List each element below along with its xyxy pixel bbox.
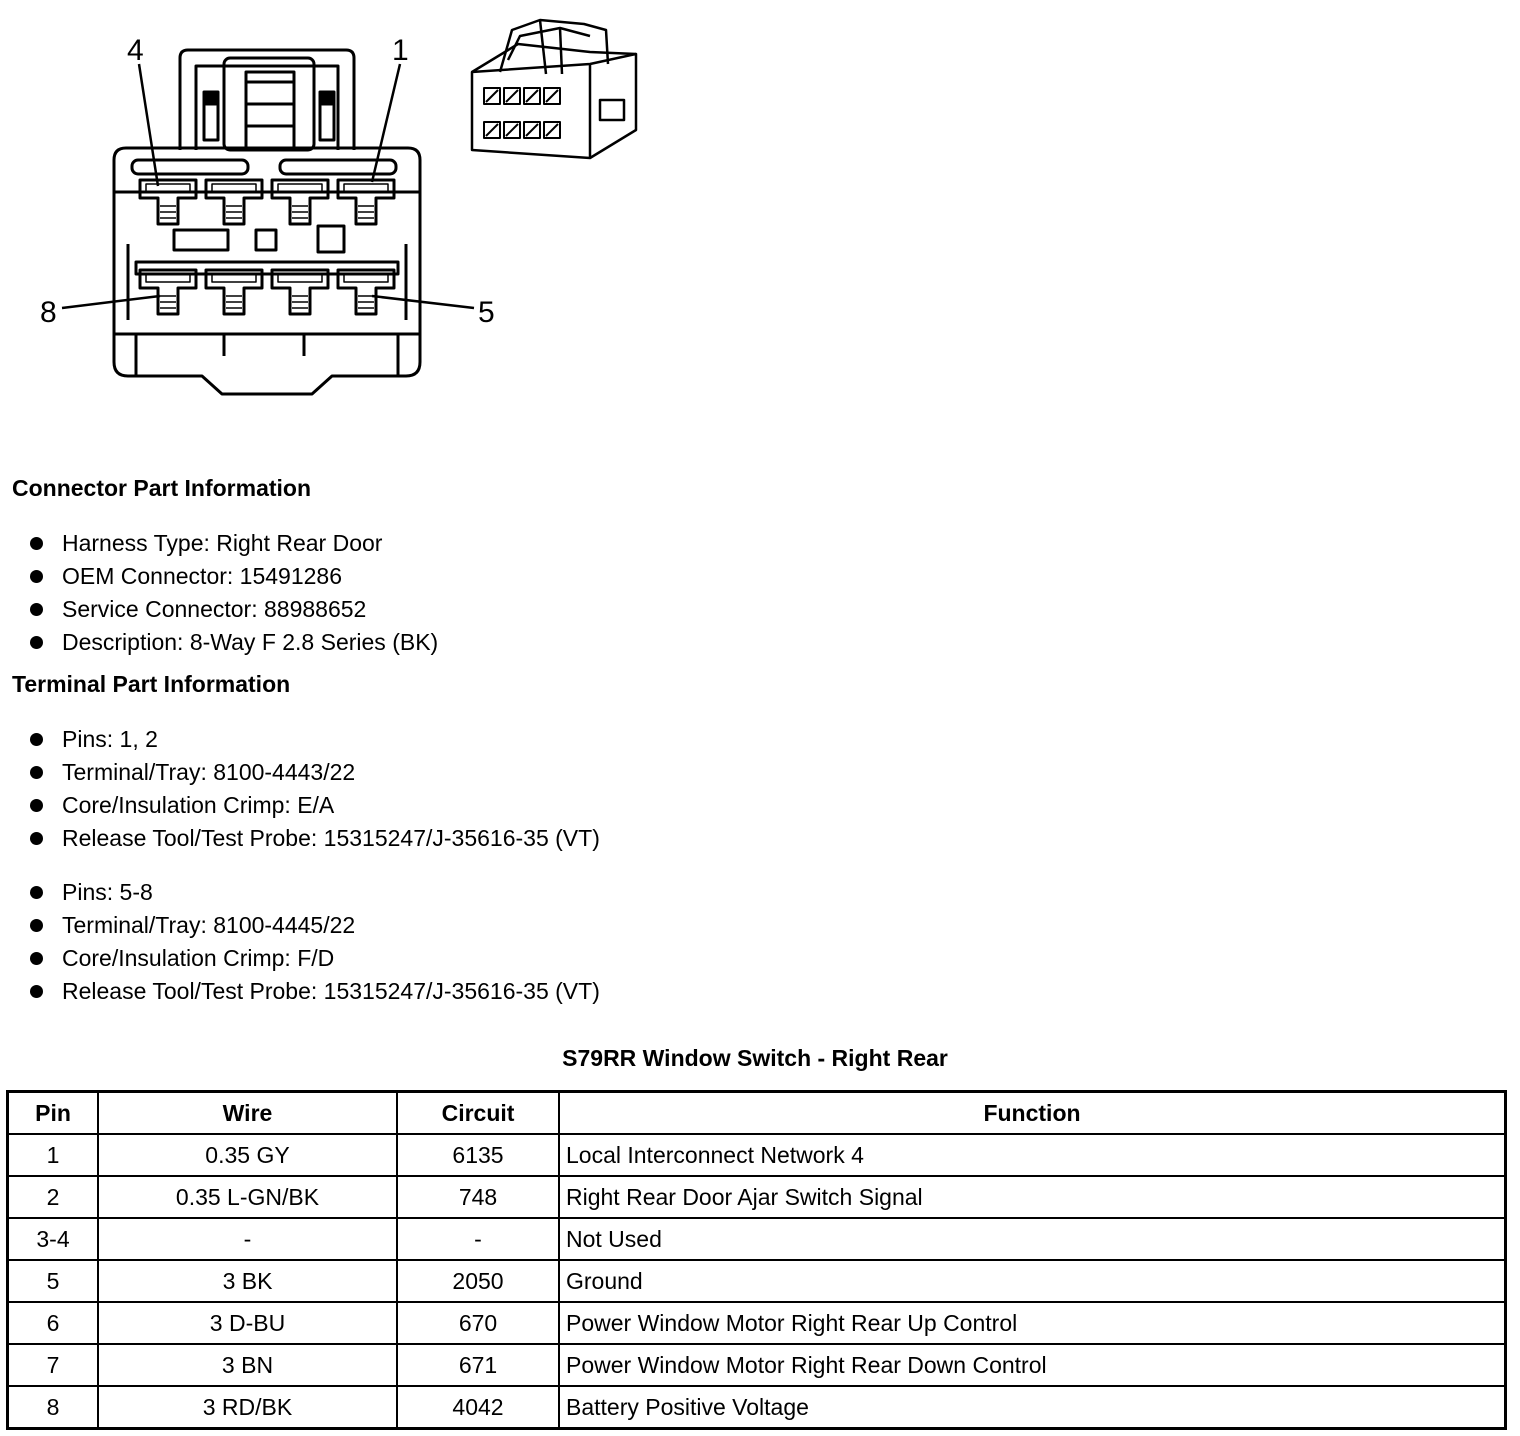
cell-wire: 3 BK <box>98 1260 397 1302</box>
list-item: Release Tool/Test Probe: 15315247/J-35616-35 (VT) <box>28 975 600 1008</box>
cell-circuit: - <box>397 1218 559 1260</box>
cell-pin: 7 <box>8 1344 99 1386</box>
cell-function: Power Window Motor Right Rear Up Control <box>559 1302 1506 1344</box>
cell-function: Battery Positive Voltage <box>559 1386 1506 1429</box>
cell-pin: 1 <box>8 1134 99 1176</box>
cell-wire: 3 RD/BK <box>98 1386 397 1429</box>
pin-table <box>6 1090 1507 1430</box>
connector-thumbnail <box>472 20 636 158</box>
list-item: Release Tool/Test Probe: 15315247/J-35616-35 (VT) <box>28 822 600 855</box>
pin-label-4: 4 <box>127 34 144 67</box>
connector-info-list <box>28 527 438 659</box>
cell-pin: 3-4 <box>8 1218 99 1260</box>
list-item: Core/Insulation Crimp: E/A <box>28 789 600 822</box>
header-wire: Wire <box>98 1092 397 1135</box>
cell-pin: 6 <box>8 1302 99 1344</box>
header-pin: Pin <box>8 1092 99 1135</box>
list-item: Core/Insulation Crimp: F/D <box>28 942 600 975</box>
cell-function: Ground <box>559 1260 1506 1302</box>
connector-diagram <box>0 0 700 420</box>
list-item: Pins: 1, 2 <box>28 723 600 756</box>
cell-wire: 0.35 L-GN/BK <box>98 1176 397 1218</box>
table-row <box>8 1218 1506 1260</box>
pin-label-5: 5 <box>478 296 495 329</box>
table-row <box>8 1386 1506 1429</box>
list-item: Terminal/Tray: 8100-4445/22 <box>28 909 600 942</box>
cell-circuit: 6135 <box>397 1134 559 1176</box>
pin-label-1: 1 <box>392 34 409 67</box>
cell-circuit: 670 <box>397 1302 559 1344</box>
terminal-info-group-1 <box>28 723 600 855</box>
list-item: Description: 8-Way F 2.8 Series (BK) <box>28 626 438 659</box>
cell-circuit: 2050 <box>397 1260 559 1302</box>
list-item: OEM Connector: 15491286 <box>28 560 438 593</box>
pin-label-8: 8 <box>40 296 57 329</box>
table-row <box>8 1302 1506 1344</box>
list-item: Service Connector: 88988652 <box>28 593 438 626</box>
cell-pin: 2 <box>8 1176 99 1218</box>
cell-wire: - <box>98 1218 397 1260</box>
terminal-cavities <box>140 180 394 314</box>
cell-circuit: 671 <box>397 1344 559 1386</box>
terminal-info-group-2 <box>28 876 600 1008</box>
list-item: Harness Type: Right Rear Door <box>28 527 438 560</box>
cell-pin: 5 <box>8 1260 99 1302</box>
pin-leader-lines <box>62 64 474 308</box>
cell-function: Right Rear Door Ajar Switch Signal <box>559 1176 1506 1218</box>
cell-circuit: 4042 <box>397 1386 559 1429</box>
list-item: Terminal/Tray: 8100-4443/22 <box>28 756 600 789</box>
list-item: Pins: 5-8 <box>28 876 600 909</box>
table-row <box>8 1260 1506 1302</box>
cell-function: Local Interconnect Network 4 <box>559 1134 1506 1176</box>
cell-wire: 3 D-BU <box>98 1302 397 1344</box>
cell-circuit: 748 <box>397 1176 559 1218</box>
pin-table-title: S79RR Window Switch - Right Rear <box>562 1045 948 1071</box>
connector-info-title: Connector Part Information <box>12 475 312 501</box>
cell-wire: 3 BN <box>98 1344 397 1386</box>
header-circuit: Circuit <box>397 1092 559 1135</box>
cell-function: Power Window Motor Right Rear Down Control <box>559 1344 1506 1386</box>
cell-wire: 0.35 GY <box>98 1134 397 1176</box>
connector-latch <box>180 50 354 150</box>
cell-function: Not Used <box>559 1218 1506 1260</box>
table-row <box>8 1134 1506 1176</box>
table-row <box>8 1344 1506 1386</box>
table-header-row <box>8 1092 1506 1135</box>
terminal-info-title: Terminal Part Information <box>12 671 291 697</box>
cell-pin: 8 <box>8 1386 99 1429</box>
table-row <box>8 1176 1506 1218</box>
header-function: Function <box>559 1092 1506 1135</box>
